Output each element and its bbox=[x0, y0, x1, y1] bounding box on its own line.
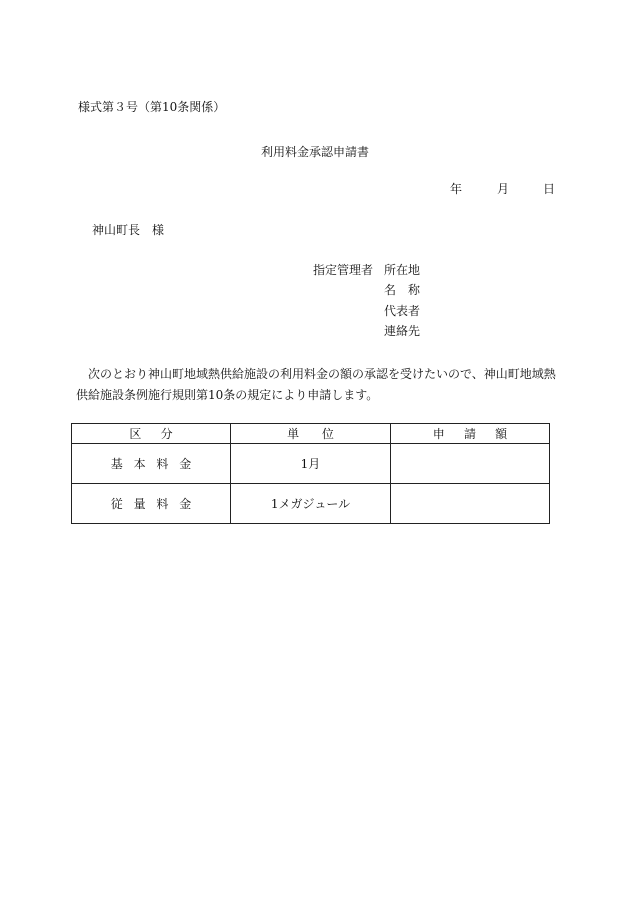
applicant-field-name: 名 称 bbox=[384, 283, 421, 297]
fee-table bbox=[71, 423, 550, 524]
form-number: 様式第３号（第10条関係） bbox=[78, 100, 226, 114]
addressee-name: 神山町長 bbox=[92, 223, 141, 237]
date-month-label: 月 bbox=[497, 182, 510, 196]
row-amount bbox=[391, 444, 550, 484]
table-row bbox=[72, 444, 550, 484]
row-unit: 1メガジュール bbox=[231, 484, 391, 524]
body-paragraph: 次のとおり神山町地域熱供給施設の利用料金の額の承認を受けたいので、神山町地域熱供給施設条例施行規則第10条の規定により申請します。 bbox=[76, 367, 556, 402]
document-title: 利用料金承認申請書 bbox=[260, 145, 369, 159]
date-year-label: 年 bbox=[450, 182, 463, 196]
applicant-field-representative: 代表者 bbox=[384, 304, 421, 318]
header-amount: 申請額 bbox=[391, 424, 550, 444]
date-day-label: 日 bbox=[543, 182, 556, 196]
applicant-label: 指定管理者 bbox=[313, 263, 374, 277]
table-header-row bbox=[72, 424, 550, 444]
header-unit: 単位 bbox=[231, 424, 391, 444]
row-unit: 1月 bbox=[231, 444, 391, 484]
applicant-field-contact: 連絡先 bbox=[384, 324, 421, 338]
addressee bbox=[92, 224, 164, 236]
applicant-field-address: 所在地 bbox=[384, 263, 421, 277]
row-amount bbox=[391, 484, 550, 524]
addressee-honorific: 様 bbox=[152, 223, 165, 237]
row-category: 基本料金 bbox=[72, 444, 231, 484]
row-category: 従量料金 bbox=[72, 484, 231, 524]
header-category: 区分 bbox=[72, 424, 231, 444]
table-row bbox=[72, 484, 550, 524]
